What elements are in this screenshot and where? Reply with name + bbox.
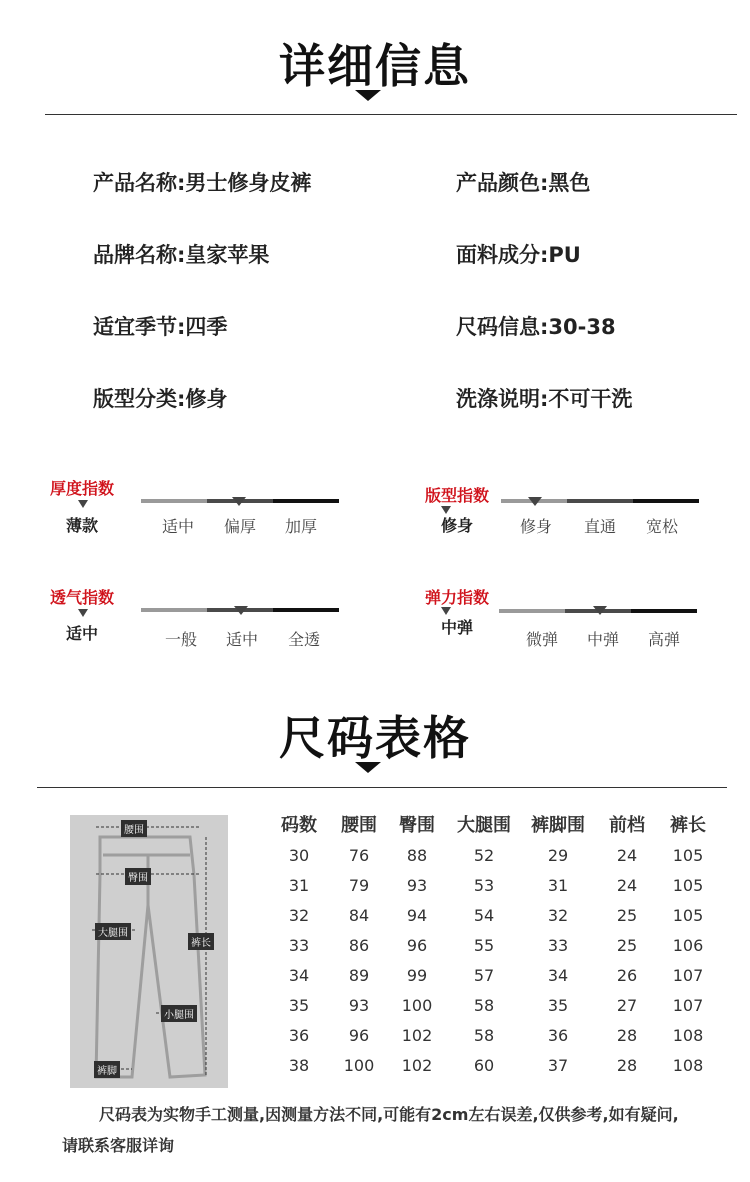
- col-hem: 裤脚围: [531, 815, 585, 836]
- cell: 106: [672, 935, 704, 955]
- cell: 38: [288, 1055, 310, 1075]
- pants-diagram: [70, 815, 228, 1088]
- cell: 86: [348, 935, 370, 955]
- wash-instructions: 洗涤说明:不可干洗: [456, 387, 633, 411]
- index-value: 中弹: [441, 618, 474, 637]
- cell: 32: [547, 905, 569, 925]
- product-name: 产品名称:男士修身皮裤: [93, 171, 312, 195]
- table-header-row: [268, 808, 716, 840]
- index-option: 偏厚: [223, 517, 256, 536]
- cell: 24: [616, 845, 638, 865]
- size-chart-title: 尺码表格: [279, 711, 471, 765]
- cell: 28: [616, 1055, 638, 1075]
- cell: 53: [473, 875, 495, 895]
- table-row: [268, 900, 716, 930]
- cell: 107: [672, 995, 704, 1015]
- size-title-arrow-icon: [355, 762, 381, 773]
- cell: 96: [348, 1025, 370, 1045]
- index-marker-icon: [232, 497, 246, 506]
- index-option: 直通: [583, 517, 616, 536]
- cell: 55: [473, 935, 495, 955]
- triangle-down-icon: [441, 607, 451, 615]
- cell: 54: [473, 905, 495, 925]
- cell: 27: [616, 995, 638, 1015]
- cell: 84: [348, 905, 370, 925]
- cell: 89: [348, 965, 370, 985]
- cell: 34: [288, 965, 310, 985]
- cell: 37: [547, 1055, 569, 1075]
- cell: 36: [288, 1025, 310, 1045]
- col-rise: 前档: [609, 815, 645, 836]
- diagram-hem-label: 裤脚: [94, 1061, 120, 1078]
- cell: 32: [288, 905, 310, 925]
- cell: 35: [288, 995, 310, 1015]
- cell: 25: [616, 905, 638, 925]
- index-marker-icon: [234, 606, 248, 615]
- index-option: 宽松: [645, 517, 678, 536]
- brand-name: 品牌名称:皇家苹果: [93, 243, 270, 267]
- index-option: 加厚: [284, 517, 317, 536]
- pants-outline-icon: [70, 815, 228, 1088]
- details-title: 详细信息: [279, 39, 471, 93]
- index-value: 修身: [441, 516, 474, 535]
- index-option: 修身: [519, 517, 552, 536]
- cell: 33: [288, 935, 310, 955]
- table-row: [268, 1050, 716, 1080]
- cell: 100: [343, 1055, 375, 1075]
- index-option: 微弹: [525, 630, 558, 649]
- table-row: [268, 840, 716, 870]
- cell: 60: [473, 1055, 495, 1075]
- table-row: [268, 1020, 716, 1050]
- size-note-line2: 请联系客服详询: [62, 1136, 175, 1155]
- cell: 58: [473, 995, 495, 1015]
- col-waist: 腰围: [341, 815, 377, 836]
- table-row: [268, 960, 716, 990]
- diagram-calf-label: 小腿围: [161, 1005, 197, 1022]
- cell: 58: [473, 1025, 495, 1045]
- cell: 57: [473, 965, 495, 985]
- cell: 34: [547, 965, 569, 985]
- diagram-length-label: 裤长: [188, 933, 214, 950]
- cell: 31: [288, 875, 310, 895]
- index-option: 适中: [161, 517, 194, 536]
- cell: 26: [616, 965, 638, 985]
- index-label: 厚度指数: [50, 479, 115, 498]
- cell: 93: [348, 995, 370, 1015]
- breathability-index-label: 透气指数: [50, 588, 115, 607]
- cell: 25: [616, 935, 638, 955]
- col-hip: 臀围: [399, 815, 435, 836]
- diagram-hip-label: 臀围: [125, 868, 151, 885]
- cell: 35: [547, 995, 569, 1015]
- cell: 93: [406, 875, 428, 895]
- details-title-arrow-icon: [355, 90, 381, 101]
- col-size: 码数: [281, 815, 317, 836]
- cell: 108: [672, 1055, 704, 1075]
- table-row: [268, 990, 716, 1020]
- cell: 94: [406, 905, 428, 925]
- size-table: [268, 808, 716, 1080]
- size-divider: [37, 787, 727, 788]
- index-marker-icon: [528, 497, 542, 506]
- season: 适宜季节:四季: [93, 315, 228, 339]
- product-color: 产品颜色:黑色: [456, 171, 591, 195]
- cell: 28: [616, 1025, 638, 1045]
- index-value: 薄款: [66, 516, 99, 535]
- cell: 31: [547, 875, 569, 895]
- cell: 33: [547, 935, 569, 955]
- index-value: 适中: [66, 624, 99, 643]
- diagram-waist-label: 腰围: [121, 820, 147, 837]
- col-thigh: 大腿围: [457, 815, 511, 836]
- index-option: 中弹: [586, 630, 619, 649]
- details-divider: [45, 114, 737, 115]
- fit-type: 版型分类:修身: [93, 387, 228, 411]
- elasticity-index-label: 弹力指数: [425, 588, 490, 607]
- cell: 105: [672, 845, 704, 865]
- cell: 88: [406, 845, 428, 865]
- triangle-down-icon: [78, 500, 88, 508]
- size-note-line1: 尺码表为实物手工测量,因测量方法不同,可能有2cm左右误差,仅供参考,如有疑问,: [99, 1105, 679, 1124]
- cell: 36: [547, 1025, 569, 1045]
- index-option: 适中: [225, 630, 258, 649]
- fabric-composition: 面料成分:PU: [456, 243, 581, 267]
- index-marker-icon: [593, 606, 607, 615]
- index-option: 高弹: [647, 630, 680, 649]
- triangle-down-icon: [78, 609, 88, 617]
- diagram-thigh-label: 大腿围: [95, 923, 131, 940]
- cell: 100: [401, 995, 433, 1015]
- cell: 79: [348, 875, 370, 895]
- table-row: [268, 930, 716, 960]
- index-option: 全透: [287, 630, 320, 649]
- cell: 99: [406, 965, 428, 985]
- fit-index-label: 版型指数: [425, 486, 490, 505]
- cell: 107: [672, 965, 704, 985]
- cell: 30: [288, 845, 310, 865]
- cell: 102: [401, 1025, 433, 1045]
- cell: 105: [672, 875, 704, 895]
- cell: 102: [401, 1055, 433, 1075]
- cell: 108: [672, 1025, 704, 1045]
- thickness-index: [50, 476, 114, 499]
- cell: 105: [672, 905, 704, 925]
- size-info: 尺码信息:30-38: [456, 315, 616, 339]
- cell: 76: [348, 845, 370, 865]
- index-option: 一般: [164, 630, 197, 649]
- cell: 24: [616, 875, 638, 895]
- cell: 29: [547, 845, 569, 865]
- table-row: [268, 870, 716, 900]
- cell: 96: [406, 935, 428, 955]
- cell: 52: [473, 845, 495, 865]
- col-length: 裤长: [670, 815, 706, 836]
